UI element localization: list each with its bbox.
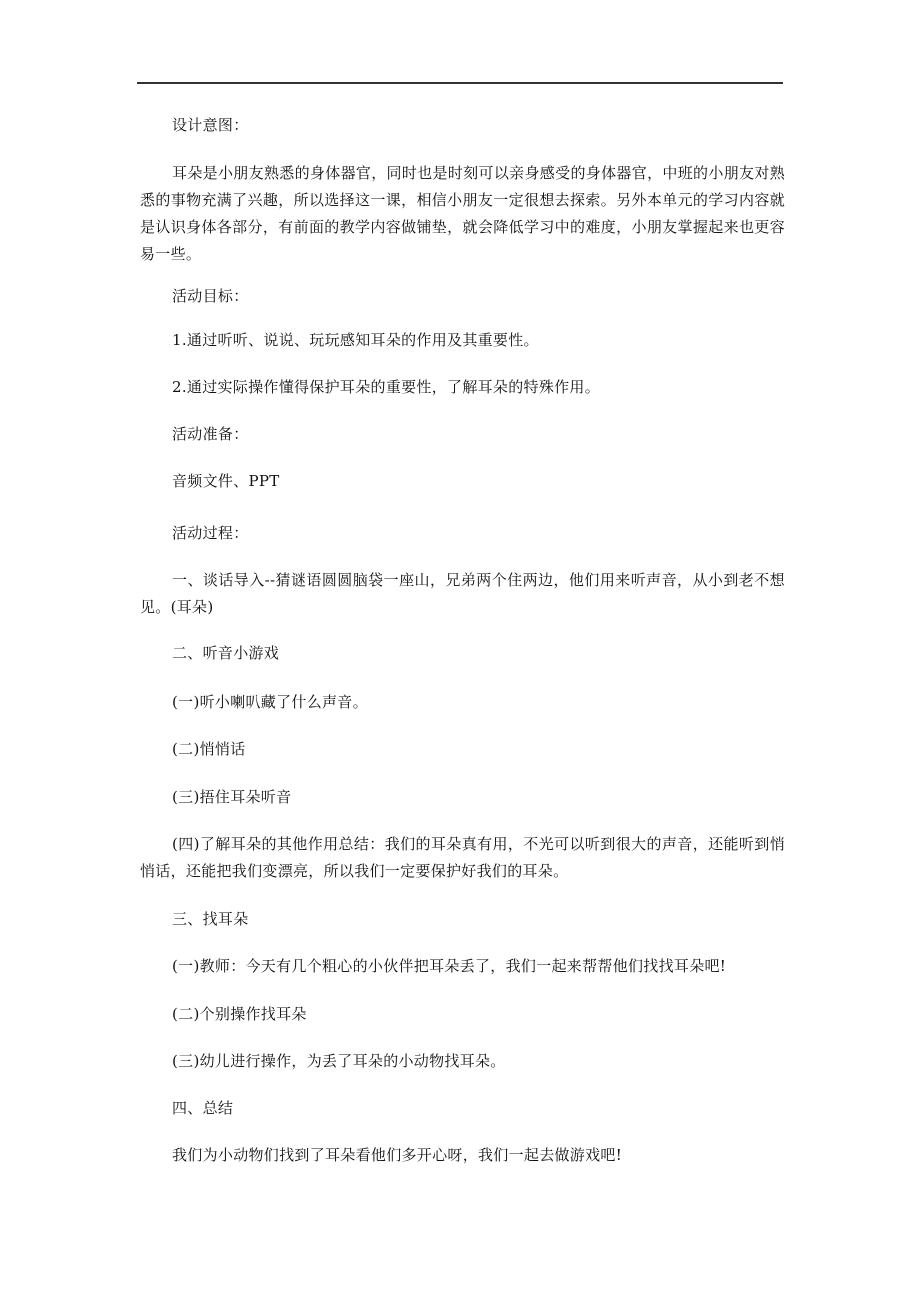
process-step-3-3: (三)幼儿进行操作，为丢了耳朵的小动物找耳朵。 [172,1052,506,1070]
objective-1: 1.通过听听、说说、玩玩感知耳朵的作用及其重要性。 [172,331,539,349]
process-step-3: 三、找耳朵 [172,910,249,928]
heading-process: 活动过程： [172,524,249,542]
process-step-2-1: (一)听小喇叭藏了什么声音。 [172,693,368,711]
summary-text: 我们为小动物们找到了耳朵看他们多开心呀，我们一起去做游戏吧! [172,1146,623,1164]
process-step-2: 二、听音小游戏 [172,644,280,662]
process-step-4: 四、总结 [172,1099,234,1117]
process-step-2-3: (三)捂住耳朵听音 [172,788,292,806]
process-step-3-2: (二)个别操作找耳朵 [172,1005,307,1023]
process-step-2-2: (二)悄悄话 [172,740,246,758]
objective-2: 2.通过实际操作懂得保护耳朵的重要性，了解耳朵的特殊作用。 [172,378,601,396]
heading-design-intent: 设计意图： [172,116,249,134]
heading-preparation: 活动准备： [172,425,249,443]
process-step-3-1: (一)教师：今天有几个粗心的小伙伴把耳朵丢了，我们一起来帮帮他们找找耳朵吧! [172,957,727,975]
preparation-text: 音频文件、PPT [172,472,280,490]
process-step-1: 一、谈话导入--猜谜语圆圆脑袋一座山，兄弟两个住两边，他们用来听声音，从小到老不想见。(耳朵) [140,571,785,616]
heading-objectives: 活动目标： [172,287,249,305]
paragraph-design-intent: 耳朵是小朋友熟悉的身体器官，同时也是时刻可以亲身感受的身体器官，中班的小朋友对熟悉的事物充满了兴趣，所以选择这一课，相信小朋友一定很想去探索。另外本单元的学习内容就是认识身体各部分，有前面的教学内容做铺垫，就会降低学习中的难度，小朋友掌握起来也更容易一些。 [140,164,785,263]
header-rule [137,82,783,84]
process-step-2-4: (四)了解耳朵的其他作用总结：我们的耳朵真有用，不光可以听到很大的声音，还能听到悄悄话，还能把我们变漂亮，所以我们一定要保护好我们的耳朵。 [140,835,785,880]
